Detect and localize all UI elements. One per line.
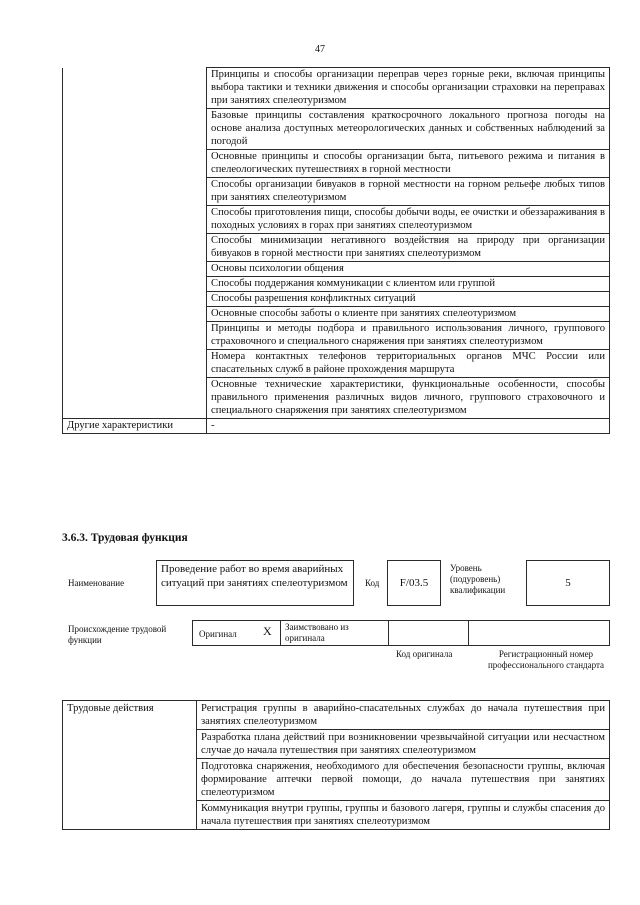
- knowledge-item: Принципы и методы подбора и правильного использования личного, группового страховочного и специального снаряжения при занятиях спелеотуризмом: [207, 322, 610, 350]
- function-code-box: F/03.5: [387, 560, 441, 606]
- name-label: Наименование: [68, 578, 125, 588]
- knowledge-item: Основные технические характеристики, функциональные особенности, способы правильного применения различных видов личного, группового страховочного и специального снаряжения при занятиях спелеотуризмом: [207, 378, 610, 419]
- actions-label: Трудовые действия: [63, 701, 197, 830]
- knowledge-item: Способы организации бивуаков в горной местности на горном рельефе любых типов при занятиях спелеотуризмом: [207, 178, 610, 206]
- section-heading: 3.6.3. Трудовая функция: [62, 532, 188, 544]
- code-original-cell: [389, 621, 469, 645]
- origin-row: [192, 620, 610, 646]
- code-label: Код: [365, 578, 380, 588]
- knowledge-item: Способы разрешения конфликтных ситуаций: [207, 292, 610, 307]
- function-name-box: Проведение работ во время аварийных ситуаций при занятиях спелеотуризмом: [156, 560, 354, 606]
- page-number: 47: [315, 44, 325, 55]
- actions-table: [62, 700, 610, 830]
- reg-number-cell: [469, 621, 609, 645]
- original-mark: X: [263, 624, 272, 638]
- table-row: [63, 419, 610, 434]
- knowledge-item: Способы минимизации негативного воздействия на природу при организации бивуаков в горной местности при занятиях спелеотуризмом: [207, 234, 610, 262]
- action-item: Разработка плана действий при возникновении чрезвычайной ситуации или несчастном случае до начала путешествия при занятиях спелеотуризмом: [197, 730, 610, 759]
- level-box: 5: [526, 560, 610, 606]
- knowledge-label-cell: [63, 68, 207, 419]
- knowledge-item: Номера контактных телефонов территориальных органов МЧС России или спасательных служб в районе прохождения маршрута: [207, 350, 610, 378]
- knowledge-item: Принципы и способы организации переправ через горные реки, включая принципы выбора тактики и техники движения и способы организации страховки на переправах при занятиях спелеотуризмом: [207, 68, 610, 109]
- code-original-label: Код оригинала: [396, 649, 453, 659]
- action-item: Коммуникация внутри группы, группы и базового лагеря, группы и службы спасения до начала путешествия при занятиях спелеотуризмом: [197, 801, 610, 830]
- knowledge-item: Основы психологии общения: [207, 262, 610, 277]
- knowledge-item: Основные способы заботы о клиенте при занятиях спелеотуризмом: [207, 307, 610, 322]
- knowledge-item: Способы приготовления пищи, способы добычи воды, ее очистки и обеззараживания в походных условиях в горах при занятиях спелеотуризмом: [207, 206, 610, 234]
- action-item: Регистрация группы в аварийно-спасательных службах до начала путешествия при занятиях спелеотуризмом: [197, 701, 610, 730]
- table-row: [63, 68, 610, 109]
- action-item: Подготовка снаряжения, необходимого для обеспечения безопасности группы, включая формирование аптечки первой помощи, до начала путешествия при занятиях спелеотуризмом: [197, 759, 610, 801]
- level-label: Уровень (подуровень) квалификации: [450, 563, 506, 595]
- table-row: [63, 701, 610, 730]
- origin-label: Происхождение трудовой функции: [68, 624, 167, 645]
- original-cell: [193, 621, 281, 645]
- knowledge-item: Базовые принципы составления краткосрочного локального прогноза погоды на основе анализа доступных метеорологических данных и собственных наблюдений за погодой: [207, 109, 610, 150]
- reg-number-label: Регистрационный номер профессионального стандарта: [487, 649, 605, 670]
- borrowed-label: Заимствовано из оригинала: [285, 622, 349, 643]
- knowledge-table: [62, 67, 610, 434]
- other-characteristics-value: -: [207, 419, 610, 434]
- original-label: Оригинал: [199, 629, 237, 639]
- borrowed-cell: [281, 621, 389, 645]
- other-characteristics-label: Другие характеристики: [63, 419, 207, 434]
- knowledge-item: Способы поддержания коммуникации с клиентом или группой: [207, 277, 610, 292]
- knowledge-item: Основные принципы и способы организации быта, питьевого режима и питания в спелеологических путешествиях в горной местности: [207, 150, 610, 178]
